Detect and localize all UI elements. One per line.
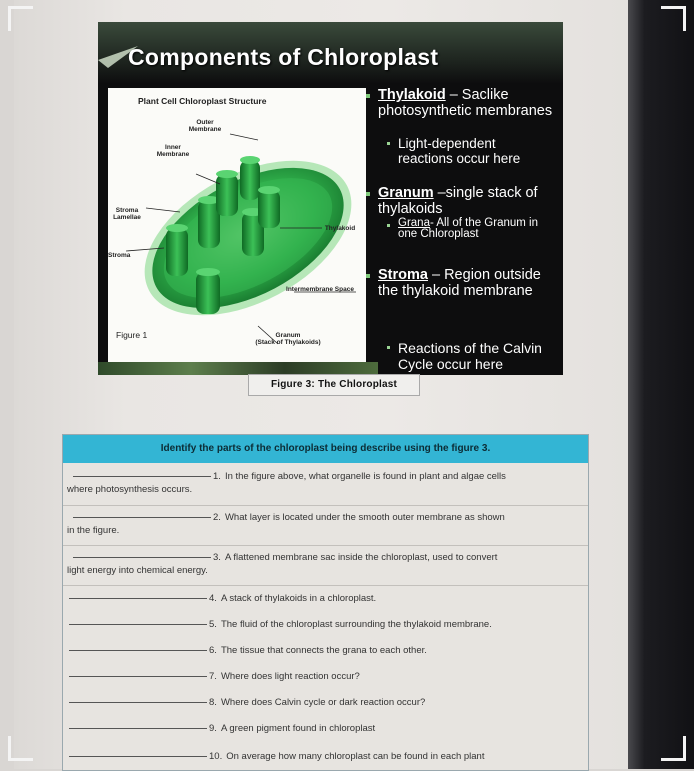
worksheet-box (62, 434, 589, 771)
figure-number: Figure 1 (116, 330, 148, 340)
label-thylakoid: Thylakoid (324, 225, 356, 232)
label-stroma: Stroma (108, 252, 131, 259)
sub-stroma-text: Reactions of the Calvin Cycle occur here (398, 340, 542, 372)
def-thylakoid: – Saclike photosynthetic membranes (378, 87, 553, 119)
label-granum (238, 332, 338, 346)
def-granum: –single stack of thylakoids (378, 185, 538, 217)
question-3: 3. A flattened membrane sac inside the chloroplast, used to convert light energy into chemical energy. (67, 552, 498, 576)
crop-corner-icon (8, 6, 33, 31)
crop-corner-icon (8, 736, 33, 761)
chloroplast-slide (98, 22, 563, 375)
question-8: 8. Where does Calvin cycle or dark reaction occur? (69, 697, 425, 708)
question-2: 2. What layer is located under the smooth outer membrane as shown in the figure. (67, 512, 505, 536)
answer-blank-9[interactable] (69, 728, 207, 729)
question-2-cont: in the figure. (67, 525, 120, 536)
bullet-granum (378, 186, 558, 217)
answer-blank-1[interactable] (73, 476, 211, 477)
background-edge (628, 0, 694, 769)
def-stroma: – Region outside the thylakoid membrane (378, 267, 541, 299)
question-5: 5. The fluid of the chloroplast surrounding the thylakoid membrane. (69, 619, 492, 630)
question-1: 1. In the figure above, what organelle is found in plant and algae cells where photosynthesis occurs. (67, 471, 506, 495)
subbullet-stroma (398, 340, 548, 372)
slide-title: Components of Chloroplast (128, 44, 439, 70)
term-thylakoid: Thylakoid (378, 87, 446, 103)
answer-blank-8[interactable] (69, 702, 207, 703)
label-outer-membrane: Outer Membrane (188, 119, 222, 133)
figure-heading: Plant Cell Chloroplast Structure (138, 96, 267, 106)
answer-blank-3[interactable] (73, 557, 211, 558)
term-stroma: Stroma (378, 267, 428, 283)
question-9: 9. A green pigment found in chloroplast (69, 723, 375, 734)
answer-blank-2[interactable] (73, 517, 211, 518)
question-4: 4. A stack of thylakoids in a chloroplast. (69, 593, 376, 604)
label-granum-title: Granum (275, 332, 301, 339)
answer-blank-7[interactable] (69, 676, 207, 677)
question-7: 7. Where does light reaction occur? (69, 671, 360, 682)
term-granum: Granum (378, 185, 434, 201)
label-intermembrane-space: Intermembrane Space (286, 286, 354, 293)
answer-blank-4[interactable] (69, 598, 207, 599)
answer-blank-5[interactable] (69, 624, 207, 625)
question-1-cont: where photosynthesis occurs. (67, 484, 193, 495)
label-stroma-lamellae: Stroma Lamellae (113, 207, 141, 221)
crop-corner-icon (661, 736, 686, 761)
sub-granum-text: - All of the Granum in one Chloroplast (398, 217, 538, 240)
sub-granum-term: Grana (398, 217, 430, 229)
worksheet-header: Identify the parts of the chloroplast being describe using the figure 3. (63, 435, 588, 463)
figure-caption: Figure 3: The Chloroplast (248, 374, 420, 396)
label-granum-sub: (Stack of Thylakoids) (255, 339, 321, 346)
subbullet-thylakoid (398, 136, 548, 166)
answer-blank-10[interactable] (69, 756, 207, 757)
bullet-stroma (378, 268, 558, 299)
sub-thylakoid-text: Light-dependent reactions occur here (398, 136, 521, 166)
question-10: 10. On average how many chloroplast can be found in each plant (69, 751, 484, 762)
subbullet-granum (398, 218, 553, 240)
answer-blank-6[interactable] (69, 650, 207, 651)
question-3-cont: light energy into chemical energy. (67, 565, 208, 576)
label-inner-membrane: Inner Membrane (156, 144, 190, 158)
question-6: 6. The tissue that connects the grana to each other. (69, 645, 427, 656)
crop-corner-icon (661, 6, 686, 31)
bullet-thylakoid (378, 88, 558, 119)
